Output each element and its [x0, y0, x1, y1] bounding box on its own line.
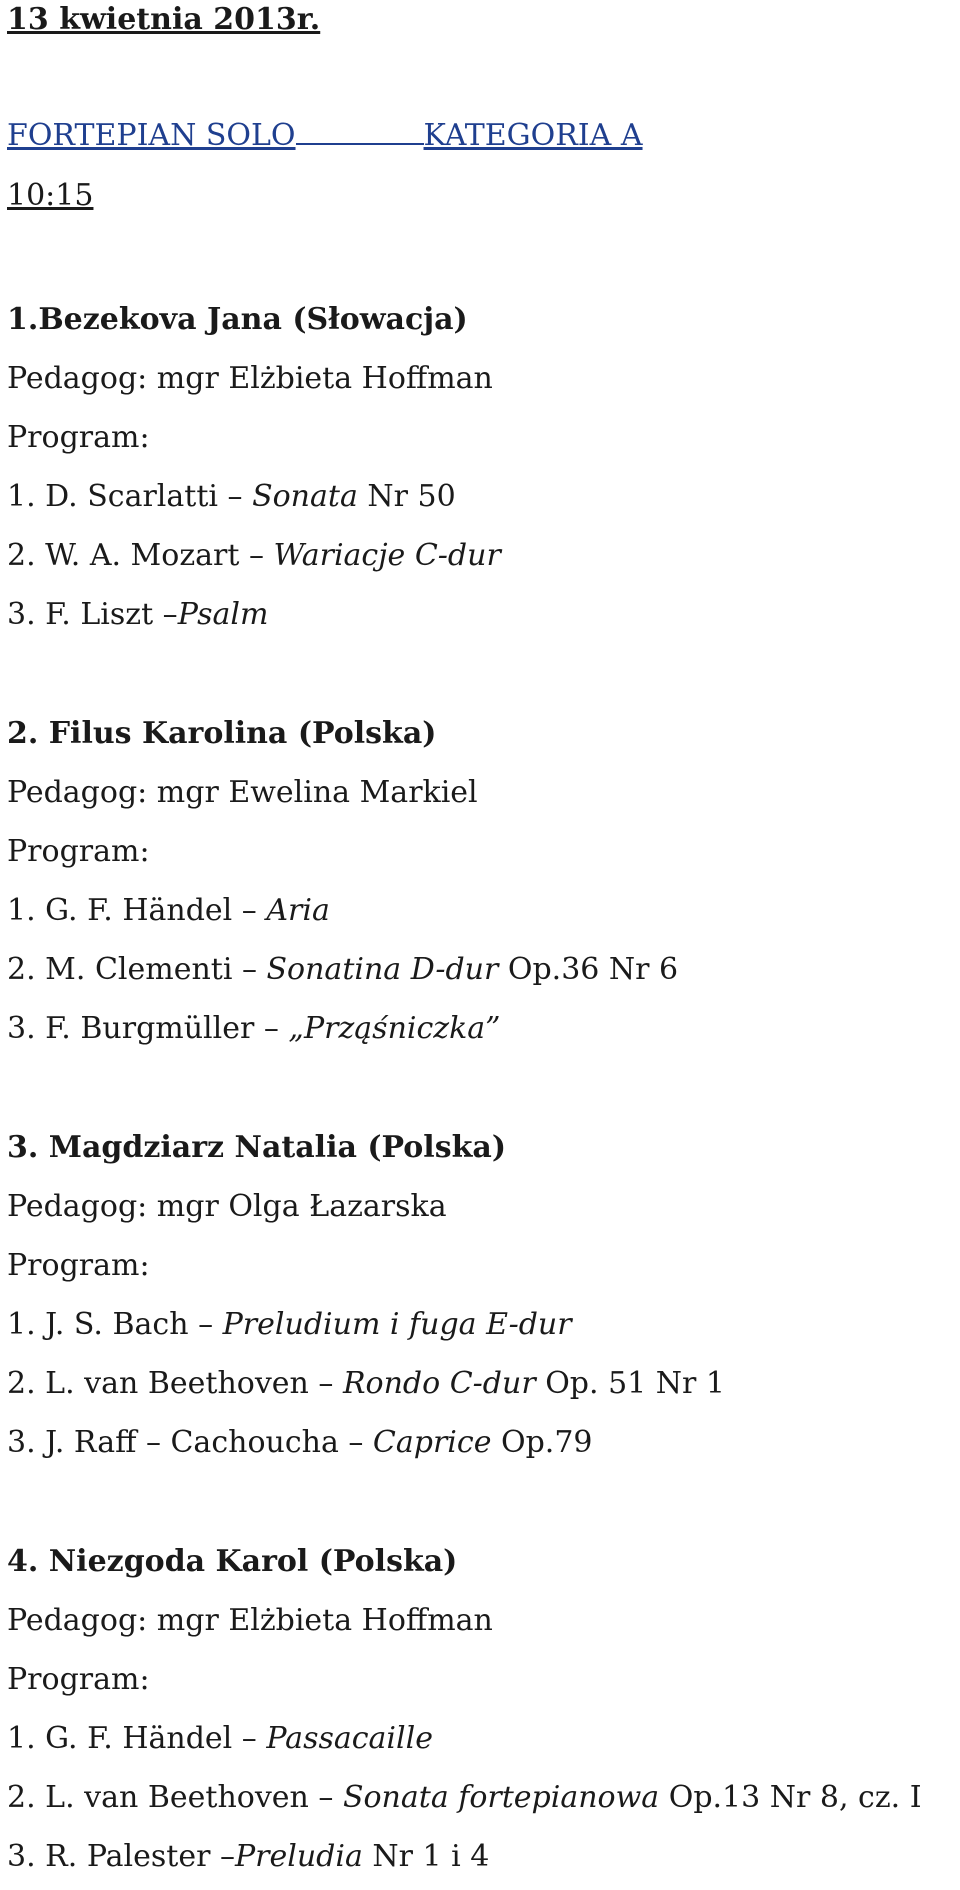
piece-composer: 2. M. Clementi –: [7, 952, 267, 987]
program-item: [7, 1307, 572, 1343]
program-item: [7, 1780, 922, 1816]
piece-opus: Nr 1 i 4: [362, 1839, 490, 1874]
piece-composer: 3. F. Liszt –: [7, 597, 178, 632]
piece-composer: 2. L. van Beethoven –: [7, 1366, 343, 1401]
start-time: 10:15: [7, 178, 94, 213]
program-item: [7, 538, 501, 574]
piece-composer: 2. L. van Beethoven –: [7, 1780, 343, 1815]
program-item: [7, 1011, 501, 1047]
category-heading: [7, 118, 643, 154]
piece-composer: 1. D. Scarlatti –: [7, 479, 253, 514]
piece-title: „Prząśniczka”: [288, 1011, 501, 1046]
participant-name: 2. Filus Karolina (Polska): [7, 716, 437, 751]
piece-opus: Op.36 Nr 6: [498, 952, 679, 987]
piece-title: Preludium i fuga E-dur: [222, 1307, 572, 1342]
piece-title: Psalm: [177, 597, 269, 632]
participant-teacher: Pedagog: mgr Elżbieta Hoffman: [7, 1603, 493, 1638]
participant-name: 1.Bezekova Jana (Słowacja): [7, 302, 468, 337]
concert-date: 13 kwietnia 2013r.: [7, 2, 321, 37]
program-item: [7, 1366, 725, 1402]
piece-title: Wariacje C-dur: [273, 538, 501, 573]
program-item: [7, 1721, 433, 1757]
participant-teacher: Pedagog: mgr Olga Łazarska: [7, 1189, 447, 1224]
piece-title: Rondo C-dur: [342, 1366, 536, 1401]
program-label: Program:: [7, 834, 150, 869]
program-label: Program:: [7, 1248, 150, 1283]
program-item: [7, 1839, 489, 1875]
program-label: Program:: [7, 1662, 150, 1697]
piece-title: Aria: [266, 893, 330, 928]
participant-name: 3. Magdziarz Natalia (Polska): [7, 1130, 507, 1165]
piece-opus: Op.13 Nr 8, cz. I: [659, 1780, 922, 1815]
program-item: [7, 1425, 593, 1461]
category-right: KATEGORIA A: [423, 118, 643, 153]
program-item: [7, 893, 330, 929]
category-underline-gap: [296, 142, 424, 145]
piece-composer: 1. G. F. Händel –: [7, 893, 267, 928]
piece-composer: 2. W. A. Mozart –: [7, 538, 274, 573]
piece-opus: Nr 50: [357, 479, 456, 514]
piece-title: Sonatina D-dur: [266, 952, 499, 987]
piece-title: Preludia: [234, 1839, 363, 1874]
piece-composer: 3. R. Palester –: [7, 1839, 235, 1874]
program-item: [7, 479, 456, 515]
program-item: [7, 597, 268, 633]
piece-composer: 3. J. Raff – Cachoucha –: [7, 1425, 373, 1460]
participant-teacher: Pedagog: mgr Ewelina Markiel: [7, 775, 478, 810]
piece-composer: 1. G. F. Händel –: [7, 1721, 267, 1756]
piece-title: Sonata fortepianowa: [342, 1780, 660, 1815]
piece-composer: 1. J. S. Bach –: [7, 1307, 223, 1342]
piece-composer: 3. F. Burgmüller –: [7, 1011, 289, 1046]
piece-opus: Op.79: [491, 1425, 593, 1460]
category-left: FORTEPIAN SOLO: [7, 118, 296, 153]
program-item: [7, 952, 678, 988]
piece-title: Passacaille: [266, 1721, 433, 1756]
piece-title: Sonata: [252, 479, 358, 514]
piece-title: Caprice: [372, 1425, 492, 1460]
program-label: Program:: [7, 420, 150, 455]
participant-teacher: Pedagog: mgr Elżbieta Hoffman: [7, 361, 493, 396]
piece-opus: Op. 51 Nr 1: [535, 1366, 726, 1401]
participant-name: 4. Niezgoda Karol (Polska): [7, 1544, 458, 1579]
